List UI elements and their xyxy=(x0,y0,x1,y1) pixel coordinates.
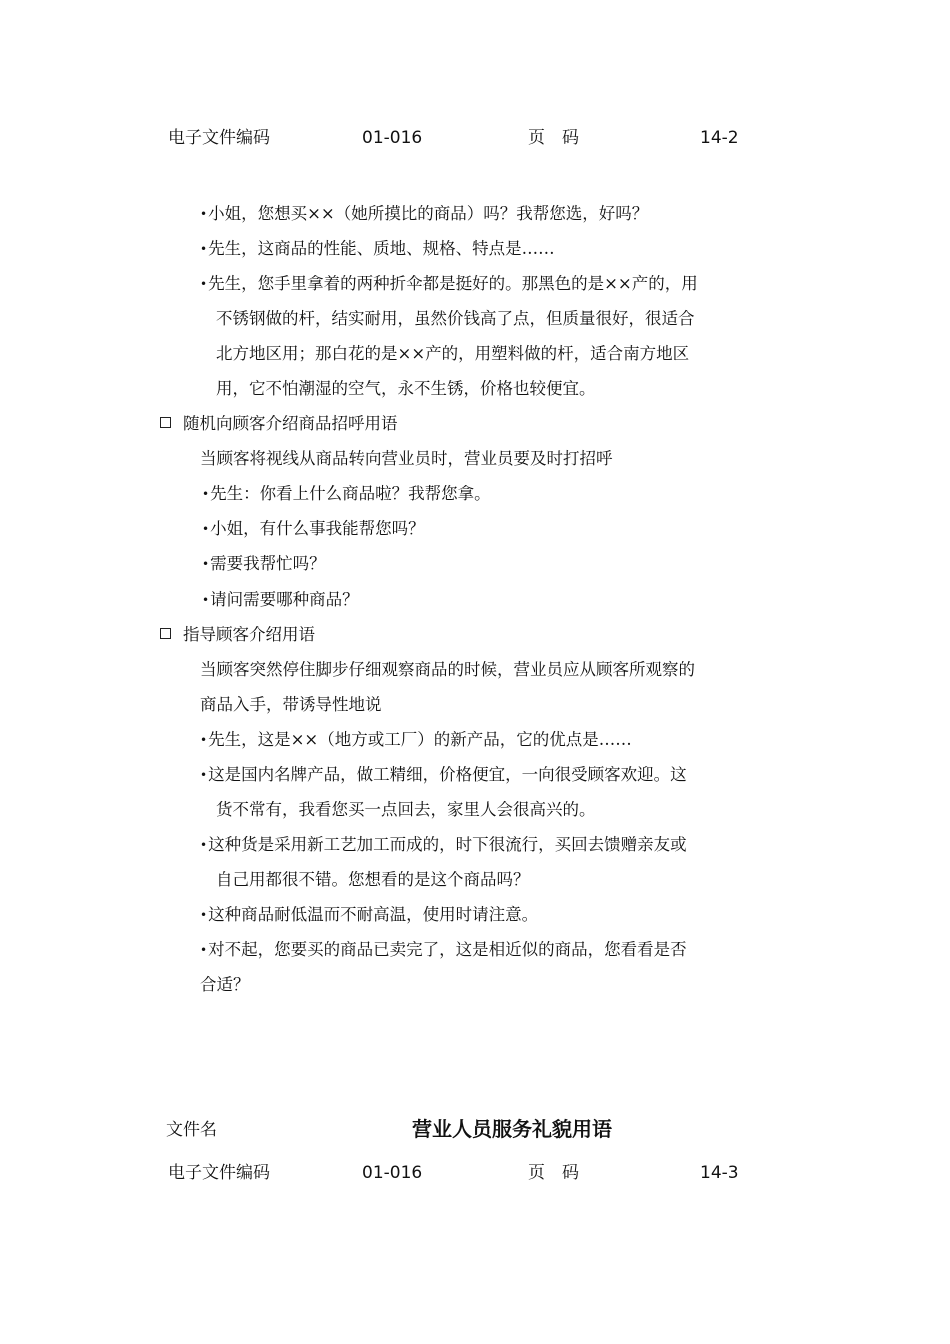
header-code-label: 电子文件编码 xyxy=(168,1163,270,1183)
header-code-value: 01-016 xyxy=(362,1163,423,1183)
checkbox-icon xyxy=(160,417,171,428)
bullet-item: •这种货是采用新工艺加工而成的，时下很流行，买回去馈赠亲友或 xyxy=(200,835,687,854)
bullet-item: •对不起，您要买的商品已卖完了，这是相近似的商品，您看看是否 xyxy=(200,940,687,959)
text-line: 用，它不怕潮湿的空气，永不生锈，价格也较便宜。 xyxy=(216,379,596,398)
bullet-icon: • xyxy=(200,733,208,747)
header-page-value: 14-3 xyxy=(700,1163,739,1183)
bullet-icon: • xyxy=(200,277,208,291)
bullet-item: •这是国内名牌产品，做工精细，价格便宜，一向很受顾客欢迎。这 xyxy=(200,765,687,784)
checkbox-icon xyxy=(160,628,171,639)
text-line: 不锈钢做的杆，结实耐用，虽然价钱高了点，但质量很好，很适合 xyxy=(216,309,695,328)
bullet-item: •需要我帮忙吗？ xyxy=(202,554,326,573)
paragraph-line: 当顾客突然停住脚步仔细观察商品的时候，营业员应从顾客所观察的 xyxy=(200,660,695,679)
bullet-icon: • xyxy=(202,487,210,501)
bullet-icon: • xyxy=(202,593,210,607)
paragraph-line: 商品入手，带诱导性地说 xyxy=(200,695,382,714)
section-heading: 随机向顾客介绍商品招呼用语 xyxy=(160,412,398,436)
section-heading: 指导顾客介绍用语 xyxy=(160,623,315,647)
header-code-value: 01-016 xyxy=(362,128,423,148)
bullet-icon: • xyxy=(200,768,208,782)
paragraph-line: 当顾客将视线从商品转向营业员时，营业员要及时打招呼 xyxy=(200,449,613,468)
header-page-label: 页 码 xyxy=(528,128,579,148)
text-line: 货不常有，我看您买一点回去，家里人会很高兴的。 xyxy=(216,800,596,819)
bullet-item: •先生，这是××（地方或工厂）的新产品，它的优点是…… xyxy=(200,730,632,749)
bullet-icon: • xyxy=(200,242,208,256)
bullet-item: •先生，您手里拿着的两种折伞都是挺好的。那黑色的是××产的，用 xyxy=(200,274,698,293)
text-line: 北方地区用；那白花的是××产的，用塑料做的杆，适合南方地区 xyxy=(216,344,690,363)
bullet-item: •小姐，您想买××（她所摸比的商品）吗？我帮您选，好吗？ xyxy=(200,204,649,223)
bullet-icon: • xyxy=(200,207,208,221)
bullet-icon: • xyxy=(202,522,210,536)
text-line: 自己用都很不错。您想看的是这个商品吗？ xyxy=(216,870,530,889)
bullet-item: •小姐，有什么事我能帮您吗？ xyxy=(202,519,425,538)
header-page-value: 14-2 xyxy=(700,128,739,148)
file-name-label: 文件名 xyxy=(166,1120,217,1140)
bullet-item: •请问需要哪种商品？ xyxy=(202,590,359,609)
header-page-label: 页 码 xyxy=(528,1163,579,1183)
bullet-icon: • xyxy=(200,838,208,852)
document-title: 营业人员服务礼貌用语 xyxy=(412,1117,612,1141)
bullet-icon: • xyxy=(200,943,208,957)
header-code-label: 电子文件编码 xyxy=(168,128,270,148)
bullet-icon: • xyxy=(200,908,208,922)
bullet-item: •先生，这商品的性能、质地、规格、特点是…… xyxy=(200,239,555,258)
bullet-icon: • xyxy=(202,557,210,571)
bullet-item: •这种商品耐低温而不耐高温，使用时请注意。 xyxy=(200,905,539,924)
bullet-item: •先生：你看上什么商品啦？我帮您拿。 xyxy=(202,484,491,503)
text-line: 合适？ xyxy=(200,975,250,994)
